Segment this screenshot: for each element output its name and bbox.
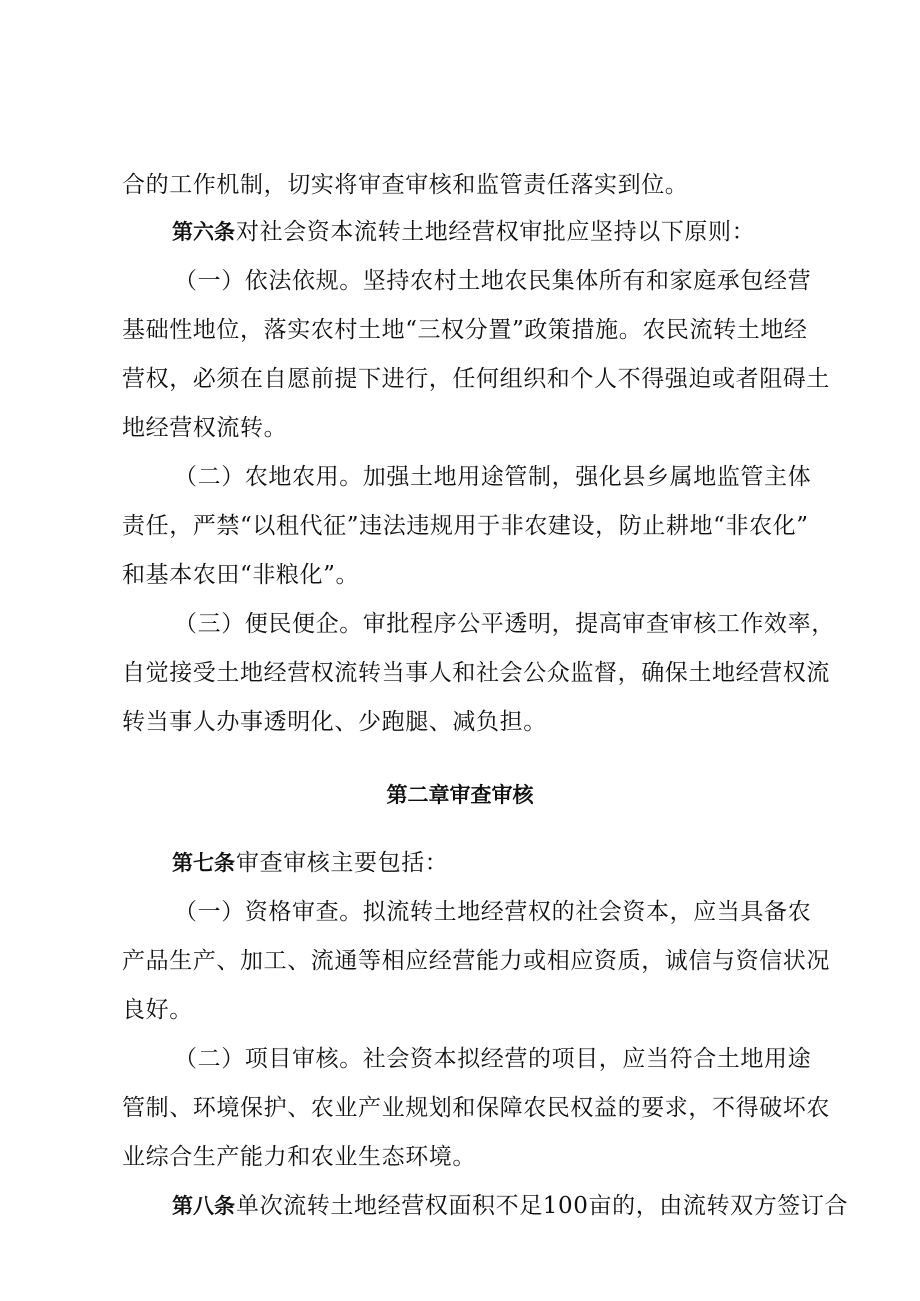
paragraph-line — [0, 256, 920, 306]
line-text: 管制、环境保护、农业产业规划和保障农民权益的要求，不得破坏农 — [122, 1095, 830, 1121]
chapter-heading-line — [0, 770, 920, 820]
paragraph-line — [0, 160, 920, 210]
paragraph-line — [0, 648, 920, 698]
line-text: 良好。 — [122, 997, 193, 1023]
line-text: 业综合生产能力和农业生态环境。 — [122, 1144, 476, 1170]
line-text: 合的工作机制，切实将审查审核和监管责任落实到位。 — [122, 172, 689, 198]
line-text: （一）依法依规。坚持农村土地农民集体所有和家庭承包经营 — [174, 268, 812, 294]
article-8-label: 第八条 — [172, 1194, 235, 1218]
line-text: （三）便民便企。审批程序公平透明，提高审查审核工作效率， — [174, 611, 835, 637]
paragraph-line — [0, 1132, 920, 1182]
paragraph-line — [0, 354, 920, 404]
paragraph-line — [0, 550, 920, 600]
line-text: 责任，严禁“以租代征”违法违规用于非农建设，防止耕地“非农化” — [122, 513, 809, 539]
article-6-label: 第六条 — [172, 220, 235, 244]
line-text: 营权，必须在自愿前提下进行，任何组织和个人不得强迫或者阻碍土 — [122, 366, 830, 392]
paragraph-line — [0, 697, 920, 747]
paragraph-line — [0, 599, 920, 649]
paragraph-line — [0, 1083, 920, 1133]
line-text: 转当事人办事透明化、少跑腿、减负担。 — [122, 709, 547, 735]
article-6-line — [0, 207, 920, 257]
paragraph-line — [0, 985, 920, 1035]
paragraph-line — [0, 403, 920, 453]
line-text: 对社会资本流转土地经营权审批应坚持以下原则： — [236, 219, 756, 245]
line-text: 审查审核主要包括： — [236, 850, 449, 876]
line-text: （一）资格审查。拟流转土地经营权的社会资本，应当具备农 — [174, 899, 812, 925]
line-text: （二）农地农用。加强土地用途管制，强化县乡属地监管主体 — [174, 464, 812, 490]
line-text: 单次流转土地经营权面积不足100亩的，由流转双方签订合 — [236, 1193, 849, 1219]
paragraph-line — [0, 1034, 920, 1084]
article-7-label: 第七条 — [172, 851, 235, 875]
article-7-line — [0, 838, 920, 888]
line-text: 和基本农田“非粮化”。 — [122, 562, 360, 588]
line-text: 自觉接受土地经营权流转当事人和社会公众监督，确保土地经营权流 — [122, 660, 830, 686]
chapter-heading: 第二章审查审核 — [386, 783, 534, 807]
paragraph-line — [0, 305, 920, 355]
paragraph-line — [0, 936, 920, 986]
line-text: 基础性地位，落实农村土地“三权分置”政策措施。农民流转土地经 — [122, 317, 808, 343]
paragraph-line — [0, 452, 920, 502]
paragraph-line — [0, 501, 920, 551]
paragraph-line — [0, 887, 920, 937]
line-text: 地经营权流转。 — [122, 415, 288, 441]
line-text: 产品生产、加工、流通等相应经营能力或相应资质，诚信与资信状况 — [122, 948, 830, 974]
line-text: （二）项目审核。社会资本拟经营的项目，应当符合土地用途 — [174, 1046, 812, 1072]
article-8-line — [0, 1181, 920, 1231]
